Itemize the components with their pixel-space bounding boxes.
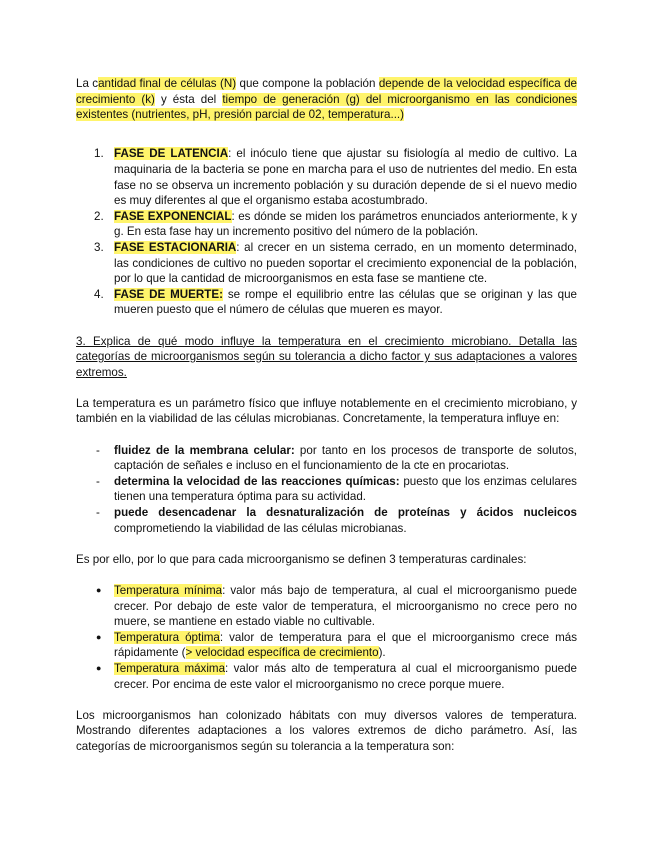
cardinal-term: Temperatura mínima [114, 584, 223, 597]
influence-item [76, 474, 577, 505]
temperature-influence-list [76, 443, 577, 537]
dash-marker: - [96, 474, 100, 488]
phase-description: : es dónde se miden los parámetros enunciados anteriormente, k y g. En esta fase hay un incremento positivo del número de la población. [114, 209, 577, 239]
intro-paragraph [76, 76, 577, 123]
phase-item [76, 209, 577, 240]
bullet-icon: ● [96, 631, 102, 642]
phase-number: 1. [94, 147, 104, 161]
intro-text-3: y ésta del [154, 92, 223, 106]
intro-highlight-growth-rate: depende de la velocidad específica de crecimiento (k) [76, 77, 577, 106]
question-heading: 3. Explica de qué modo influye la temperatura en el crecimiento microbiano. Detalla las categorías de microorganismos según su tolerancia a dicho factor y sus adaptaciones a valores extremos. [76, 334, 577, 379]
cardinal-description-tail: ). [378, 646, 386, 660]
cardinal-description: : valor de temperatura para el que el microorganismo crece más rápidamente ( [114, 630, 577, 660]
influence-description: por tanto en los procesos de transporte de solutos, captación de señales e incluso en el funcionamiento de la cte en procariotas. [114, 443, 577, 473]
phase-number: 2. [94, 209, 104, 223]
phase-description: se rompe el equilibrio entre las células que se originan y las que mueren puesto que el número de células que mueren es mayor. [114, 287, 578, 317]
cardinal-item [76, 661, 577, 692]
influence-term: fluidez de la membrana celular: [114, 443, 295, 457]
cardinal-term: Temperatura óptima [114, 630, 220, 644]
intro-highlight-final-cells: antidad final de células (N) [98, 77, 237, 90]
phase-item [76, 287, 577, 318]
phase-item [76, 146, 577, 208]
phase-number: 3. [94, 240, 104, 254]
influence-item [76, 505, 577, 536]
cardinal-item [76, 583, 577, 630]
phase-title: FASE DE MUERTE: [114, 287, 223, 301]
growth-phases-list [76, 146, 577, 318]
dash-marker: - [96, 506, 100, 520]
cardinal-highlight-growth-rate: > velocidad específica de crecimiento [185, 646, 379, 660]
phase-number: 4. [94, 287, 104, 301]
influence-description: comprometiendo la viabilidad de las células microbianas. [114, 521, 407, 535]
influence-term: determina la velocidad de las reacciones químicas: [114, 474, 400, 488]
phase-title: FASE ESTACIONARIA [114, 240, 237, 254]
influence-description: puesto que los enzimas celulares tienen una temperatura óptima para su actividad. [114, 474, 577, 504]
dash-marker: - [96, 443, 100, 457]
cardinal-description: : valor más alto de temperatura al cual el microorganismo puede crecer. Por encima de este valor el microorganismo no crece porque muere. [114, 661, 577, 691]
cardinal-temperatures-intro: Es por ello, por lo que para cada microorganismo se definen 3 temperaturas cardinales: [76, 552, 527, 566]
phase-title: FASE DE LATENCIA [114, 147, 229, 161]
bullet-icon: ● [96, 585, 102, 595]
influence-term: puede desencadenar la desnaturalización de proteínas y ácidos nucleicos [114, 506, 577, 520]
cardinal-temperatures-list [76, 583, 577, 692]
influence-item [76, 443, 577, 474]
cardinal-description: : valor más bajo de temperatura, al cual el microorganismo puede crecer. Por debajo de este valor de temperatura, el microorganismo no crece pero no muere, se mantiene en estado viable no cultivable. [114, 584, 577, 629]
phase-description: : al crecer en un sistema cerrado, en un momento determinado, las condiciones de cultivo no pueden soportar el crecimiento exponencial de la población, por lo que la cantidad de microorganismos en esta fase se mantiene cte. [114, 240, 577, 286]
cardinal-term: Temperatura máxima [114, 661, 226, 675]
phase-description: : el inóculo tiene que ajustar su fisiología al medio de cultivo. La maquinaria de la bacteria se pone en marcha para el uso de nutrientes del medio. En esta fase no se observa un incremento población y su duración depende de si el nuevo medio es muy diferentes al que el organismo estaba acostumbrado. [114, 147, 577, 208]
intro-highlight-generation-time: tiempo de generación (g) del microorganismo en las condiciones existentes (nutrientes, pH, presión parcial de 02, temperatura...) [76, 92, 577, 122]
temperature-intro: La temperatura es un parámetro físico que influye notablemente en el crecimiento microbiano, y también en la viabilidad de las células microbianas. Concretamente, la temperatura influye en: [76, 396, 577, 426]
phase-item [76, 240, 577, 287]
cardinal-item [76, 630, 577, 661]
bullet-icon: ● [96, 662, 102, 673]
phase-title: FASE EXPONENCIAL [114, 209, 232, 223]
intro-text-1: La c [76, 77, 99, 90]
intro-text-2: que compone la población [236, 77, 379, 90]
document-page [76, 76, 577, 755]
closing-paragraph: Los microorganismos han colonizado hábitats con muy diversos valores de temperatura. Mostrando diferentes adaptaciones a los valores extremos de dicho parámetro. Así, las categorías de microorganismos según su tolerancia a la temperatura son: [76, 708, 577, 753]
